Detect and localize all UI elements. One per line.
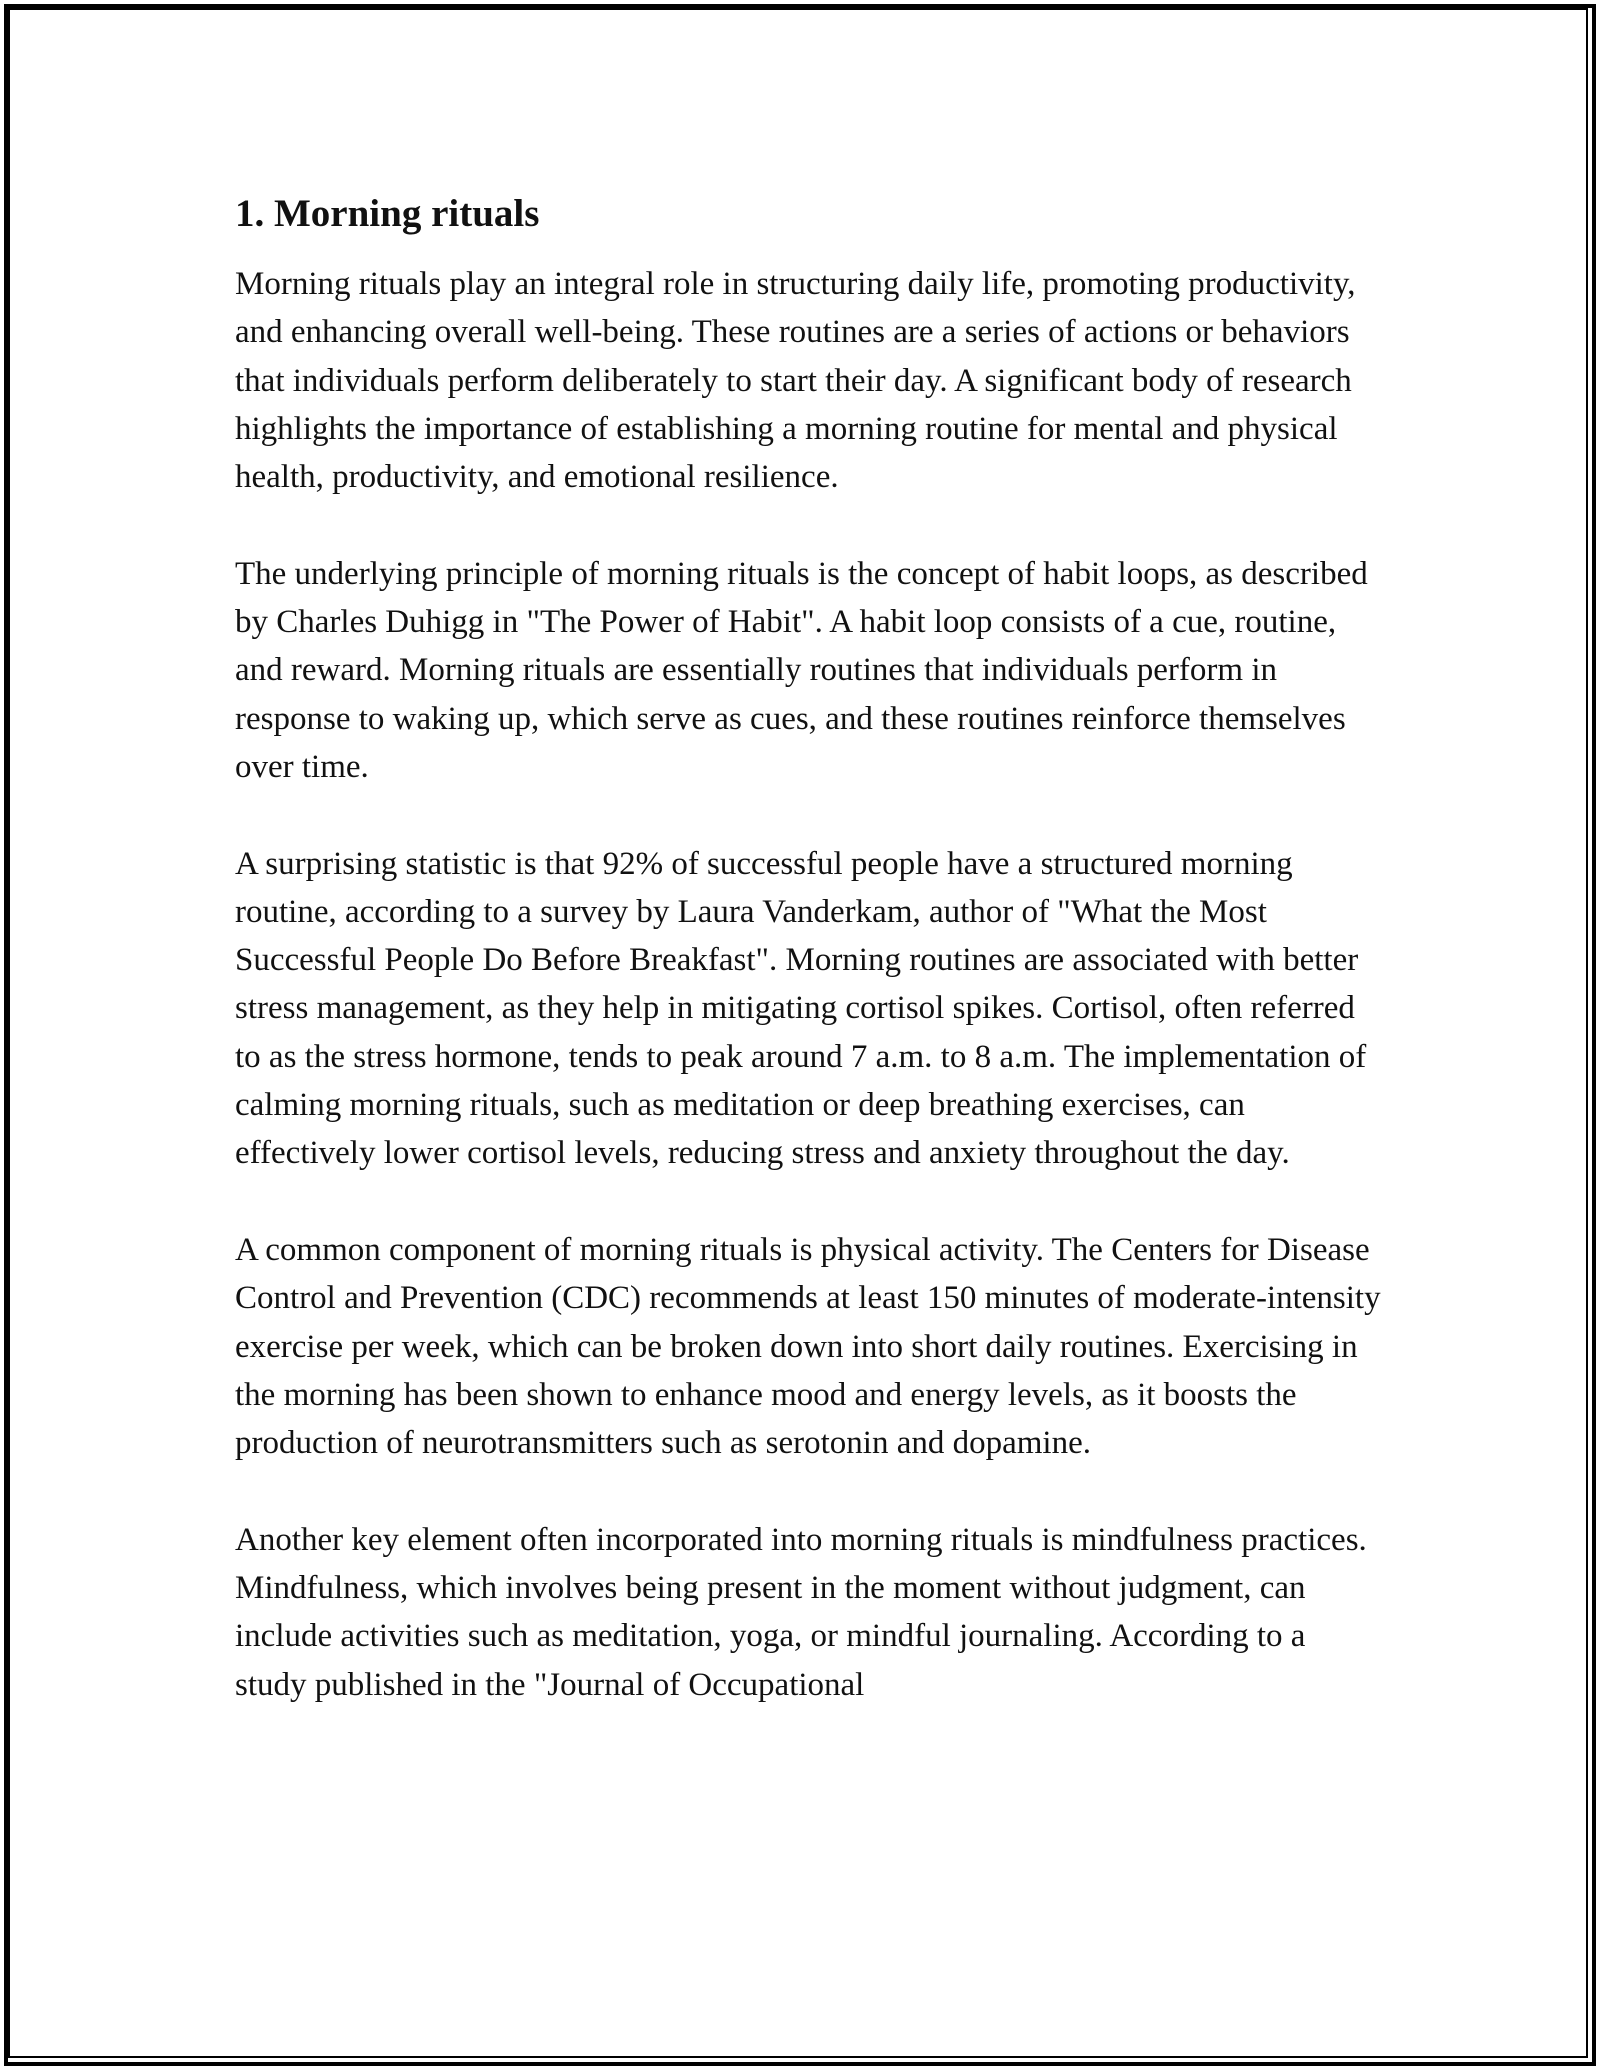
paragraph-4: A common component of morning rituals is physical activity. The Centers for Disease Control and Prevention (CDC) recommends at least 150 minutes of moderate-intensity exercise per week, which can be broken down into short daily routines. Exercising in the morning has been shown to enhance mood and energy levels, as it boosts the production of neurotransmitters such as serotonin and dopamine.: [235, 1231, 1381, 1462]
paragraph-1: Morning rituals play an integral role in structuring daily life, promoting productivity, and enhancing overall well-being. These routines are a series of actions or behaviors that individuals perform deliberately to start their day. A significant body of research highlights the importance of establishing a morning routine for mental and physical health, productivity, and emotional resilience.: [235, 266, 1356, 496]
paragraph-5: Another key element often incorporated into morning rituals is mindfulness practices. Mindfulness, which involves being present in the moment without judgment, can include activities such as meditation, yoga, or mindful journaling. According to a study published in the "Journal of Occupational: [235, 1521, 1367, 1703]
section-title: 1. Morning rituals: [235, 192, 540, 235]
paragraph-2: The underlying principle of morning rituals is the concept of habit loops, as described by Charles Duhigg in "The Power of Habit". A habit loop consists of a cue, routine, and reward. Morning rituals are essentially routines that individuals perform in response to waking up, which serve as cues, and these routines reinforce themselves over time.: [235, 555, 1368, 785]
document-body: [235, 186, 1385, 1757]
paragraph-3: A surprising statistic is that 92% of successful people have a structured morning routine, according to a survey by Laura Vanderkam, author of "What the Most Successful People Do Before Breakfast". Morning routines are associated with better stress management, as they help in mitigating cortisol spikes. Cortisol, often referred to as the stress hormone, tends to peak around 7 a.m. to 8 a.m. The implementation of calming morning rituals, such as meditation or deep breathing exercises, can effectively lower cortisol levels, reducing stress and anxiety throughout the day.: [235, 845, 1367, 1172]
